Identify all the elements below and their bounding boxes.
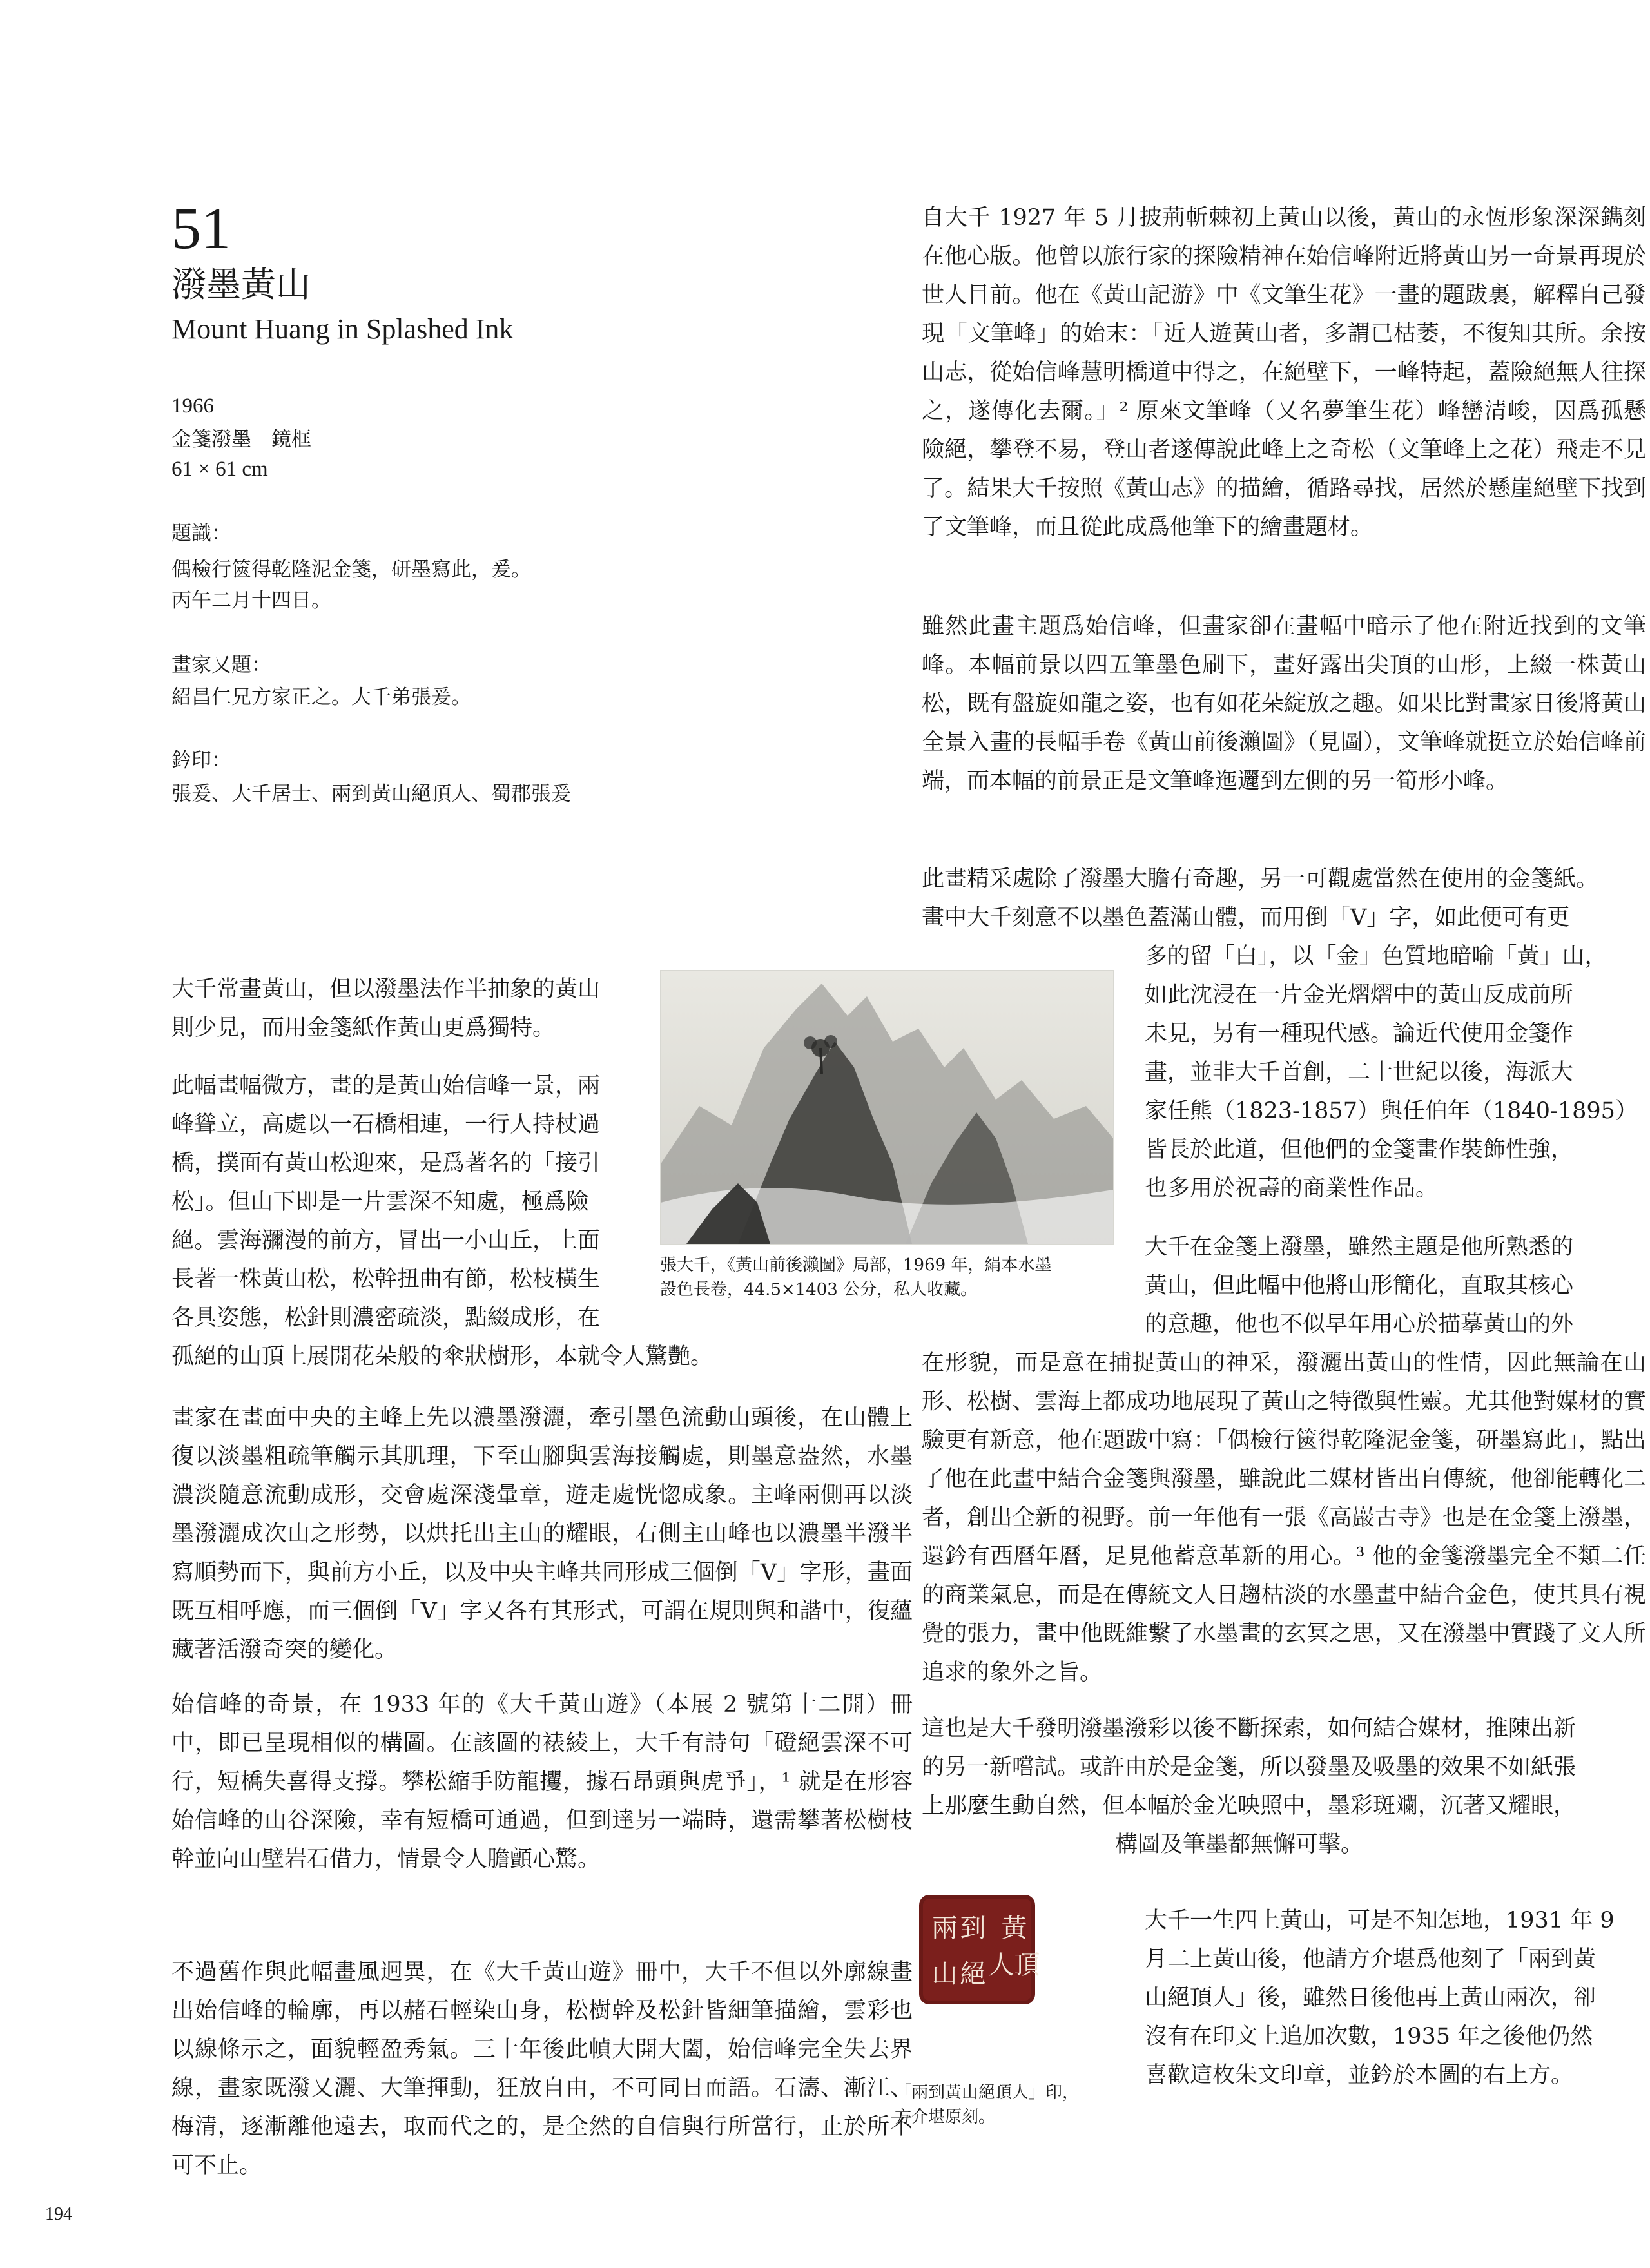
text-line: 沒有在印文上追加次數，1935 年之後他仍然 [1145,2024,1593,2050]
right-paragraph-4-full: 在形貌，而是意在捕捉黃山的神采，潑灑出黃山的性情，因此無論在山形、松樹、雲海上都成功地展現了黃山之特徵與性靈。尤其他對媒材的實驗更有新意，他在題跋中寫：「偶檢行篋得乾隆泥金箋，研墨寫此」，點出了他在此畫中結合金箋與潑墨，雖說此二媒材皆出自傳統，他卻能轉化二者，創出全新的視野。前一年他有一張《高巖古寺》也是在金箋上潑墨，還鈐有西曆年曆，足見他蓄意革新的用心。³ 他的金箋潑墨完全不類二任的商業氣息，而是在傳統文人日趨枯淡的水墨畫中結合金色，使其具有視覺的張力，畫中他既維繫了水墨畫的玄冥之思，又在潑墨中實踐了文人所追求的象外之旨。 [922,1350,1646,1685]
caption-line: 方介堪原刻。 [895,2108,996,2127]
seal-character: 兩 [927,1914,957,1940]
text-line: 喜歡這枚朱文印章，並鈐於本圖的右上方。 [1145,2062,1574,2088]
seal-caption [895,2080,1140,2129]
text-line: 則少見，而用金箋紙作黃山更爲獨特。 [171,1015,556,1041]
title-english: Mount Huang in Splashed Ink [171,313,514,345]
seals-label: 鈐印： [171,749,231,772]
text-line: 家任熊（1823-1857）與任伯年（1840-1895） [1145,1098,1638,1124]
text-line: 松」。但山下即是一片雲深不知處，極爲險 [171,1189,589,1215]
entry-number: 51 [171,195,231,261]
caption-line: 「兩到黃山絕頂人」印， [895,2083,1080,2102]
caption-line: 張大千，《黃山前後瀨圖》局部，1969 年，絹本水墨 [660,1255,1052,1275]
text-line: 長著一株黃山松，松幹扭曲有節，松枝橫生 [171,1266,601,1292]
text-line: 月二上黃山後，他請方介堪爲他刻了「兩到黃 [1145,1946,1597,1972]
painting-detail-image [660,970,1114,1245]
text-line: 大千一生四上黃山，可是不知怎地，1931 年 9 [1145,1908,1615,1934]
painting-caption [660,1253,1124,1302]
dimensions: 61 × 61 cm [171,458,268,481]
right-paragraph-1: 自大千 1927 年 5 月披荊斬棘初上黃山以後，黃山的永恆形象深深鐫刻在他心版。他曾以旅行家的探險精神在始信峰附近將黃山另一奇景再現於世人目前。他在《黃山記游》中《文筆生花》一畫的題跋裏，解釋自己發現「文筆峰」的始末：「近人遊黃山者，多謂已枯萎，不復知其所。余按山志，從始信峰慧明橋道中得之，在絕壁下，一峰特起，蓋險絕無人往探之，遂傳化去爾。」² 原來文筆峰（又名夢筆生花）峰巒清峻，因爲孤懸險絕，攀登不易，登山者遂傳說此峰上之奇松（文筆峰上之花）飛走不見了。結果大千按照《黃山志》的描繪，循路尋找，居然於懸崖絕壁下找到了文筆峰，而且從此成爲他筆下的繪畫題材。 [922,205,1646,540]
text-line: 皆長於此道，但他們的金箋畫作裝飾性強， [1145,1137,1574,1163]
text-line: 畫，並非大千首創，二十世紀以後，海派大 [1145,1060,1574,1085]
text-line: 橋，撲面有黃山松迎來，是爲著名的「接引 [171,1150,601,1176]
right-paragraph-3-top [922,860,1646,937]
text-line: 上那麼生動自然，但本幅於金光映照中，墨彩斑斕，沉著又耀眼， [922,1793,1577,1819]
text-line: 此幅畫幅微方，畫的是黃山始信峰一景，兩 [171,1073,601,1099]
text-line: 的另一新嚐試。或許由於是金箋，所以發墨及吸墨的效果不如紙張 [922,1754,1577,1780]
inscription-line-2: 丙午二月十四日。 [171,589,331,612]
text-line: 這也是大千發明潑墨潑彩以後不斷探索，如何結合媒材，推陳出新 [922,1716,1577,1741]
ink-landscape-illustration [661,971,1113,1244]
page-number: 194 [45,2204,72,2224]
seal-character: 山 [927,1959,957,1986]
text-line: 大千在金箋上潑墨，雖然主題是他所熟悉的 [1145,1234,1574,1260]
dedication-label: 畫家又題： [171,654,271,677]
right-paragraph-3-wrap [1145,937,1647,1208]
text-line: 構圖及筆墨都無懈可擊。 [1115,1832,1364,1857]
seal-stamp-image [919,1895,1040,2004]
right-paragraph-6 [1145,1901,1647,2095]
left-paragraph-5: 不過舊作與此幅畫風迥異，在《大千黃山遊》冊中，大千不但以外廓線畫出始信峰的輪廓，再以赭石輕染山身，松樹幹及松針皆細筆描繪，雲彩也以線條示之，面貌輕盈秀氣。三十年後此幀大開大闔，始信峰完全失去界線，畫家既潑又灑、大筆揮動，狂放自由，不可同日而語。石濤、漸江、梅清，逐漸離他遠去，取而代之的，是全然的自信與行所當行，止於所不可不止。 [171,1959,913,2178]
text-line: 山絕頂人」後，雖然日後他再上黃山兩次，卻 [1145,1985,1597,2011]
seals-text: 張爰、大千居士、兩到黃山絕頂人、蜀郡張爰 [171,782,571,806]
text-line: 此畫精采處除了潑墨大膽有奇趣，另一可觀處當然在使用的金箋紙。 [922,866,1599,892]
left-paragraph-2-end: 孤絕的山頂上展開花朵般的傘狀樹形，本就令人驚艷。 [171,1344,713,1370]
seal-character: 黃 [997,1914,1027,1940]
text-line: 畫中大千刻意不以墨色蓋滿山體，而用倒「V」字，如此便可有更 [922,905,1570,931]
left-paragraph-3: 畫家在畫面中央的主峰上先以濃墨潑灑，牽引墨色流動山頭後，在山體上復以淡墨粗疏筆觸示其肌理，下至山腳與雲海接觸處，則墨意盎然，水墨濃淡隨意流動成形，交會處深淺暈章，遊走處恍惚成象。主峰兩側再以淡墨潑灑成次山之形勢，以烘托出主山的耀眼，右側主山峰也以濃墨半潑半寫順勢而下，與前方小丘，以及中央主峰共同形成三個倒「V」字形，畫面既互相呼應，而三個倒「V」字又各有其形式，可謂在規則與和諧中，復蘊藏著活潑奇突的變化。 [171,1405,913,1663]
inscription-line-1: 偶檢行篋得乾隆泥金箋，研墨寫此，爰。 [171,558,531,581]
inscription-label: 題識： [171,522,231,545]
text-line: 絕。雲海瀰漫的前方，冒出一小山丘，上面 [171,1228,601,1254]
title-chinese: 潑墨黃山 [171,264,311,305]
text-line: 如此沈浸在一片金光熠熠中的黃山反成前所 [1145,982,1574,1008]
right-paragraph-2: 雖然此畫主題爲始信峰，但畫家卻在畫幅中暗示了他在附近找到的文筆峰。本幅前景以四五筆墨色刷下，畫好露出尖頂的山形，上綴一株黃山松，既有盤旋如龍之姿，也有如花朵綻放之趣。如果比對畫家日後將黃山全景入畫的長幅手卷《黃山前後瀨圖》（見圖），文筆峰就挺立於始信峰前端，而本幅的前景正是文筆峰迤邐到左側的另一筍形小峰。 [922,614,1646,794]
dedication-text: 紹昌仁兄方家正之。大千弟張爰。 [171,686,471,709]
text-line: 也多用於祝壽的商業性作品。 [1145,1176,1439,1201]
caption-line: 設色長卷，44.5×1403 公分，私人收藏。 [660,1280,978,1299]
left-paragraph-1 [171,970,645,1047]
text-line: 黃山，但此幅中他將山形簡化，直取其核心 [1145,1273,1574,1299]
left-paragraph-4: 始信峰的奇景，在 1933 年的《大千黃山遊》（本展 2 號第十二開）冊中，即已呈現相似的構圖。在該圖的裱綾上，大千有詩句「磴絕雲深不可行，短橋失喜得支撐。攀松縮手防龍攫，據石昂頭與虎爭」，¹ 就是在形容始信峰的山谷深險，幸有短橋可通過，但到達另一端時，還需攀著松樹枝幹並向山壁岩石借力，情景令人膽顫心驚。 [171,1692,913,1872]
left-paragraph-2 [171,1067,645,1337]
text-line: 未見，另有一種現代感。論近代使用金箋作 [1145,1021,1574,1047]
text-line: 峰聳立，高處以一石橋相連，一行人持杖過 [171,1112,601,1138]
text-line: 大千常畫黃山，但以潑墨法作半抽象的黃山 [171,976,601,1002]
medium: 金箋潑墨 鏡框 [171,428,311,451]
text-line: 各具姿態，松針則濃密疏淡，點綴成形，在 [171,1305,601,1331]
year: 1966 [171,394,214,418]
text-line: 多的留「白」，以「金」色質地暗喻「黃」山， [1145,944,1607,969]
seal-character: 絕 [956,1959,985,1986]
right-paragraph-5 [922,1709,1646,1864]
seal-character: 頂人 [984,1951,1040,1977]
right-paragraph-4-wrap [1145,1228,1647,1344]
text-line: 的意趣，他也不似早年用心於描摹黃山的外 [1145,1312,1574,1337]
seal-character: 到 [956,1914,985,1940]
